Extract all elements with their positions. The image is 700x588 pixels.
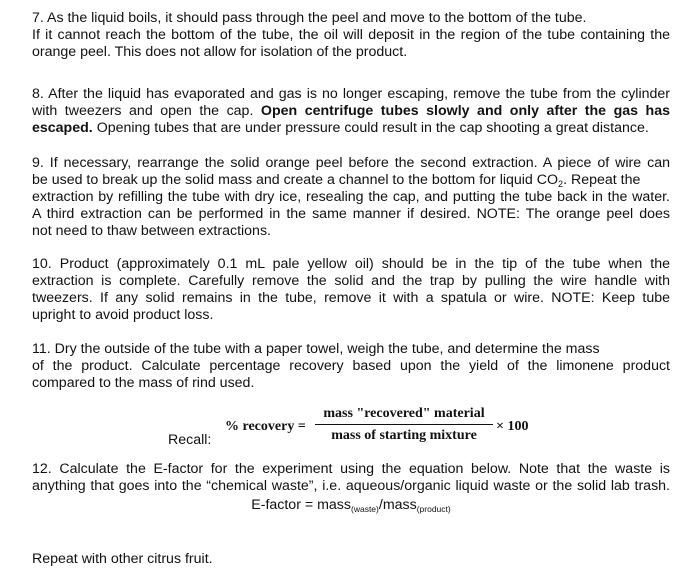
step-7-line-1: 7. As the liquid boils, it should pass through the peel and move to the bottom of the tube. xyxy=(32,10,587,26)
step-8-warning-part-2: escaped. xyxy=(32,120,93,136)
step-12-line-2: anything that goes into the “chemical waste”, i.e. aqueous/organic liquid waste or the solid lab trash. xyxy=(32,478,670,494)
step-9-line-2 xyxy=(32,172,670,189)
step-12-line-1: 12. Calculate the E-factor for the experiment using the equation below. Note that the waste is xyxy=(32,461,670,477)
fraction-bar xyxy=(315,424,493,425)
step-9-line-3: extraction by refilling the tube with dry ice, resealing the cap, and putting the tube back in the water. xyxy=(32,189,670,205)
footer-note xyxy=(32,551,670,568)
step-12 xyxy=(32,461,670,495)
step-7-line-2: If it cannot reach the bottom of the tube, the oil will deposit in the region of the tube containing the xyxy=(32,27,670,43)
step-8 xyxy=(32,86,670,137)
step-7 xyxy=(32,10,670,61)
step-10-line-3: tweezers. If any solid remains in the tube, remove it with a spatula or wire. NOTE: Keep tube xyxy=(32,290,670,306)
e-factor-equation xyxy=(32,497,670,514)
step-8-line-1: 8. After the liquid has evaporated and gas is no longer escaping, remove the tube from the cylinder xyxy=(32,86,670,102)
step-9-line-2-end: . Repeat the xyxy=(563,172,641,188)
step-11-line-3: compared to the mass of rind used. xyxy=(32,375,255,391)
step-8-line-3-text: Opening tubes that are under pressure could result in the cap shooting a great distance. xyxy=(96,120,649,136)
fraction-numerator: mass "recovered" material xyxy=(323,406,485,421)
equation-lhs: % recovery = xyxy=(225,419,306,434)
recall-label: Recall: xyxy=(168,432,212,448)
step-11 xyxy=(32,341,670,392)
step-10 xyxy=(32,256,670,324)
percent-recovery-formula xyxy=(32,405,670,451)
step-8-line-3 xyxy=(32,120,670,137)
step-8-warning-part-1: Open centrifuge tubes slowly and only after the gas has xyxy=(260,103,670,119)
co2-subscript: 2 xyxy=(558,179,564,189)
fraction xyxy=(315,405,493,445)
step-10-line-1: 10. Product (approximately 0.1 mL pale yellow oil) should be in the tip of the tube when the xyxy=(32,256,670,272)
e-factor-prefix: E-factor = mass xyxy=(251,497,351,513)
multiplier: × 100 xyxy=(496,419,529,434)
footer-text: Repeat with other citrus fruit. xyxy=(32,551,213,567)
step-9 xyxy=(32,155,670,240)
step-9-line-2-text: be used to break up the solid mass and create a channel to the bottom for liquid CO xyxy=(32,172,559,188)
step-8-line-2-text: with tweezers and open the cap. xyxy=(32,103,254,119)
step-9-line-5: not need to thaw between extractions. xyxy=(32,223,271,239)
step-9-line-4: A third extraction can be performed in the same manner if desired. NOTE: The orange peel does xyxy=(32,206,670,222)
step-10-line-4: upright to avoid product loss. xyxy=(32,307,214,323)
e-factor-mid: /mass xyxy=(378,497,417,513)
step-11-line-1: 11. Dry the outside of the tube with a paper towel, weigh the tube, and determine the mass xyxy=(32,341,600,357)
step-9-line-1: 9. If necessary, rearrange the solid orange peel before the second extraction. A piece of wire can xyxy=(32,155,670,171)
product-subscript: (product) xyxy=(416,504,451,514)
step-8-line-2 xyxy=(32,103,670,120)
waste-subscript: (waste) xyxy=(351,504,379,514)
fraction-denominator: mass of starting mixture xyxy=(331,428,477,443)
step-10-line-2: extraction is complete. Carefully remove the solid and the trap by pulling the wire handle with xyxy=(32,273,670,289)
step-11-line-2: of the product. Calculate percentage recovery based upon the yield of the limonene product xyxy=(32,358,670,374)
step-7-line-3: orange peel. This does not allow for isolation of the product. xyxy=(32,44,408,60)
